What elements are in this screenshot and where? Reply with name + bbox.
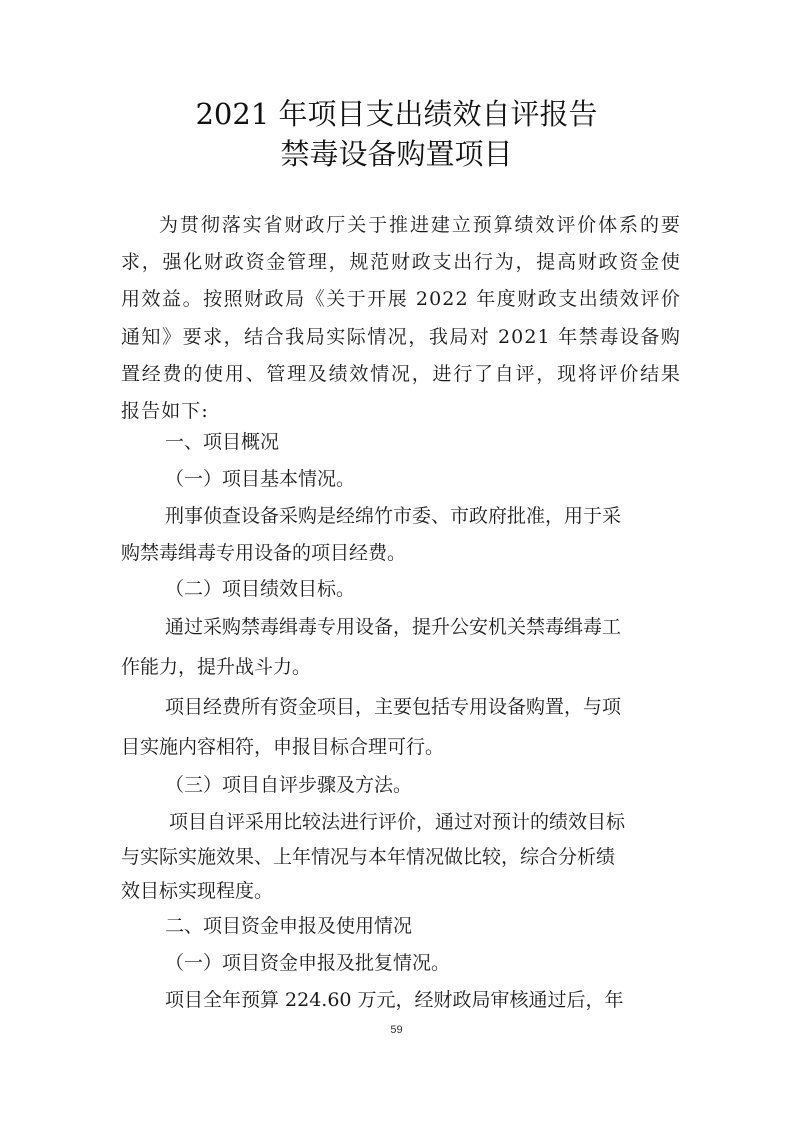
subsection-heading-funding-approval: （一）项目资金申报及批复情况。	[165, 952, 451, 974]
report-subtitle: 禁毒设备购置项目	[280, 137, 513, 171]
evaluation-method-line-1: 项目自评采用比较法进行评价，通过对预计的绩效目标	[169, 811, 626, 833]
funding-scope-line-1: 项目经费所有资金项目，主要包括专用设备购置，与项	[165, 696, 622, 718]
performance-goals-line-1: 通过采购禁毒缉毒专用设备，提升公安机关禁毒缉毒工	[165, 616, 622, 638]
funding-scope-line-2: 目实施内容相符，申报目标合理可行。	[121, 736, 445, 758]
section-heading-overview: 一、项目概况	[165, 431, 280, 453]
subsection-heading-performance-goals: （二）项目绩效目标。	[165, 578, 356, 600]
subsection-heading-basic-info: （一）项目基本情况。	[165, 468, 356, 490]
evaluation-method-line-2: 与实际实施效果、上年情况与本年情况做比较，综合分析绩	[121, 846, 616, 868]
funding-approval-line-1: 项目全年预算 224.60 万元，经财政局审核通过后，年	[165, 989, 624, 1011]
basic-info-line-1: 刑事侦查设备采购是经绵竹市委、市政府批准，用于采	[165, 505, 622, 527]
section-heading-funding: 二、项目资金申报及使用情况	[165, 915, 413, 937]
page-number: 59	[390, 1024, 403, 1036]
basic-info-line-2: 购禁毒缉毒专用设备的项目经费。	[121, 542, 407, 564]
performance-goals-line-2: 作能力，提升战斗力。	[121, 656, 312, 678]
subsection-heading-evaluation-method: （三）项目自评步骤及方法。	[165, 774, 413, 796]
intro-paragraph: 为贯彻落实省财政厅关于推进建立预算绩效评价体系的要求，强化财政资金管理，规范财政支出行为，提高财政资金使用效益。按照财政局《关于开展 2022 年度财政支出绩效评价通知》要求，结合我局实际情况，我局对 2021 年禁毒设备购置经费的使用、管理及绩效情况，进行了自评，现将评价结果报告如下:	[121, 214, 681, 423]
report-title: 2021 年项目支出绩效自评报告	[195, 97, 598, 131]
evaluation-method-line-3: 效目标实现程度。	[121, 880, 274, 902]
